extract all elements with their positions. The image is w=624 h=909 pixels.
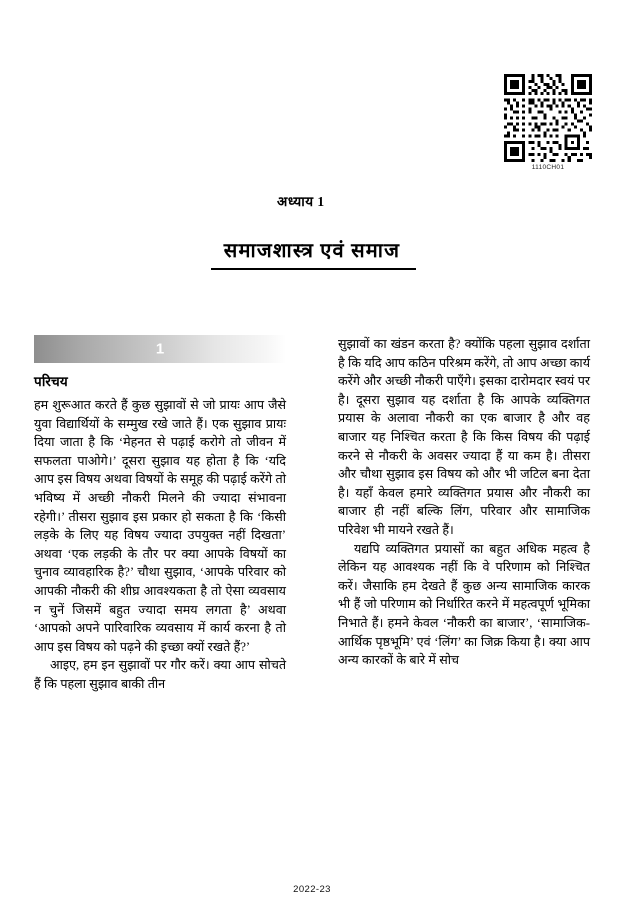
qr-code-icon (504, 74, 592, 162)
qr-code-caption: 1110CH01 (531, 164, 565, 171)
page-title: समाजशास्त्र एवं समाज (223, 240, 401, 262)
paragraph: हम शुरूआत करते हैं कुछ सुझावों से जो प्रायः आप जैसे युवा विद्यार्थियों के सम्मुख रखे जाते हैं। एक सुझाव प्रायः दिया जाता है कि ‘मेहनत से पढ़ाई करोगे तो जीवन में सफलता पाओगे।’ दूसरा सुझाव यह होता है कि ‘यदि आप इस विषय अथवा विषयों के समूह की पढ़ाई करेंगे तो भविष्य में अच्छी नौकरी मिलने की ज्यादा संभावना रहेगी।’ तीसरा सुझाव इस प्रकार हो सकता है कि ‘किसी लड़के के लिए यह विषय ज्यादा उपयुक्त नहीं दिखता’ अथवा ‘एक लड़की के तौर पर क्या आपके विषयों का चुनाव व्यावहारिक है?’ चौथा सुझाव, ‘आपके परिवार को आपकी नौकरी की शीघ्र आवश्यकता है तो ऐसा व्यवसाय न चुनें जिसमें बहुत ज्यादा समय लगता है’ अथवा ‘आपको अपने पारिवारिक व्यवसाय में कार्य करना है तो आप इस विषय को पढ़ने की इच्छा क्यों रखते हैं?’ (34, 398, 286, 654)
paragraph: आइए, हम इन सुझावों पर गौर करें। क्या आप सोचते हैं कि पहला सुझाव बाकी तीन (34, 658, 286, 691)
paragraph: यद्यपि व्यक्तिगत प्रयासों का बहुत अधिक महत्व है लेकिन यह आवश्यक नहीं कि वे परिणाम को निश्चित करें। जैसाकि हम देखते हैं कुछ अन्य सामाजिक कारक भी हैं जो परिणाम को निर्धारित करने में महत्वपूर्ण भूमिका निभाते हैं। हमने केवल ‘नौकरी का बाजार’, ‘सामाजिक-आर्थिक पृष्ठभूमि’ एवं ‘लिंग’ का जिक्र किया है। क्या आप अन्य कारकों के बारे में सोच (338, 541, 590, 668)
title-underline (211, 268, 416, 270)
chapter-number: 1 (155, 340, 165, 358)
chapter-number-banner (34, 335, 286, 363)
paragraph: सुझावों का खंडन करता है? क्योंकि पहला सुझाव दर्शाता है कि यदि आप कठिन परिश्रम करेंगे, तो आप अच्छा कार्य करेंगे और अच्छी नौकरी पाएँगे। इसका दारोमदार स्वयं पर है। दूसरा सुझाव यह दर्शाता है कि आपके व्यक्तिगत प्रयास के अलावा नौकरी का एक बाजार है और वह बाजार यह निश्चित करता है कि किस विषय की पढ़ाई करने से नौकरी के अवसर ज्यादा हैं या कम है। तीसरा और चौथा सुझाव इस विषय को और भी जटिल बना देता है। यहाँ केवल हमारे व्यक्तिगत प्रयास और नौकरी का बाजार ही नहीं बल्कि लिंग, परिवार और सामाजिक परिवेश भी मायने रखते हैं। (338, 337, 590, 537)
footer-year: 2022-23 (293, 884, 331, 895)
qr-code-block (504, 74, 592, 171)
body-columns (34, 335, 590, 855)
right-column (338, 335, 590, 670)
left-column (34, 335, 286, 694)
chapter-label: अध्याय 1 (277, 194, 325, 209)
section-heading: परिचय (34, 374, 68, 389)
